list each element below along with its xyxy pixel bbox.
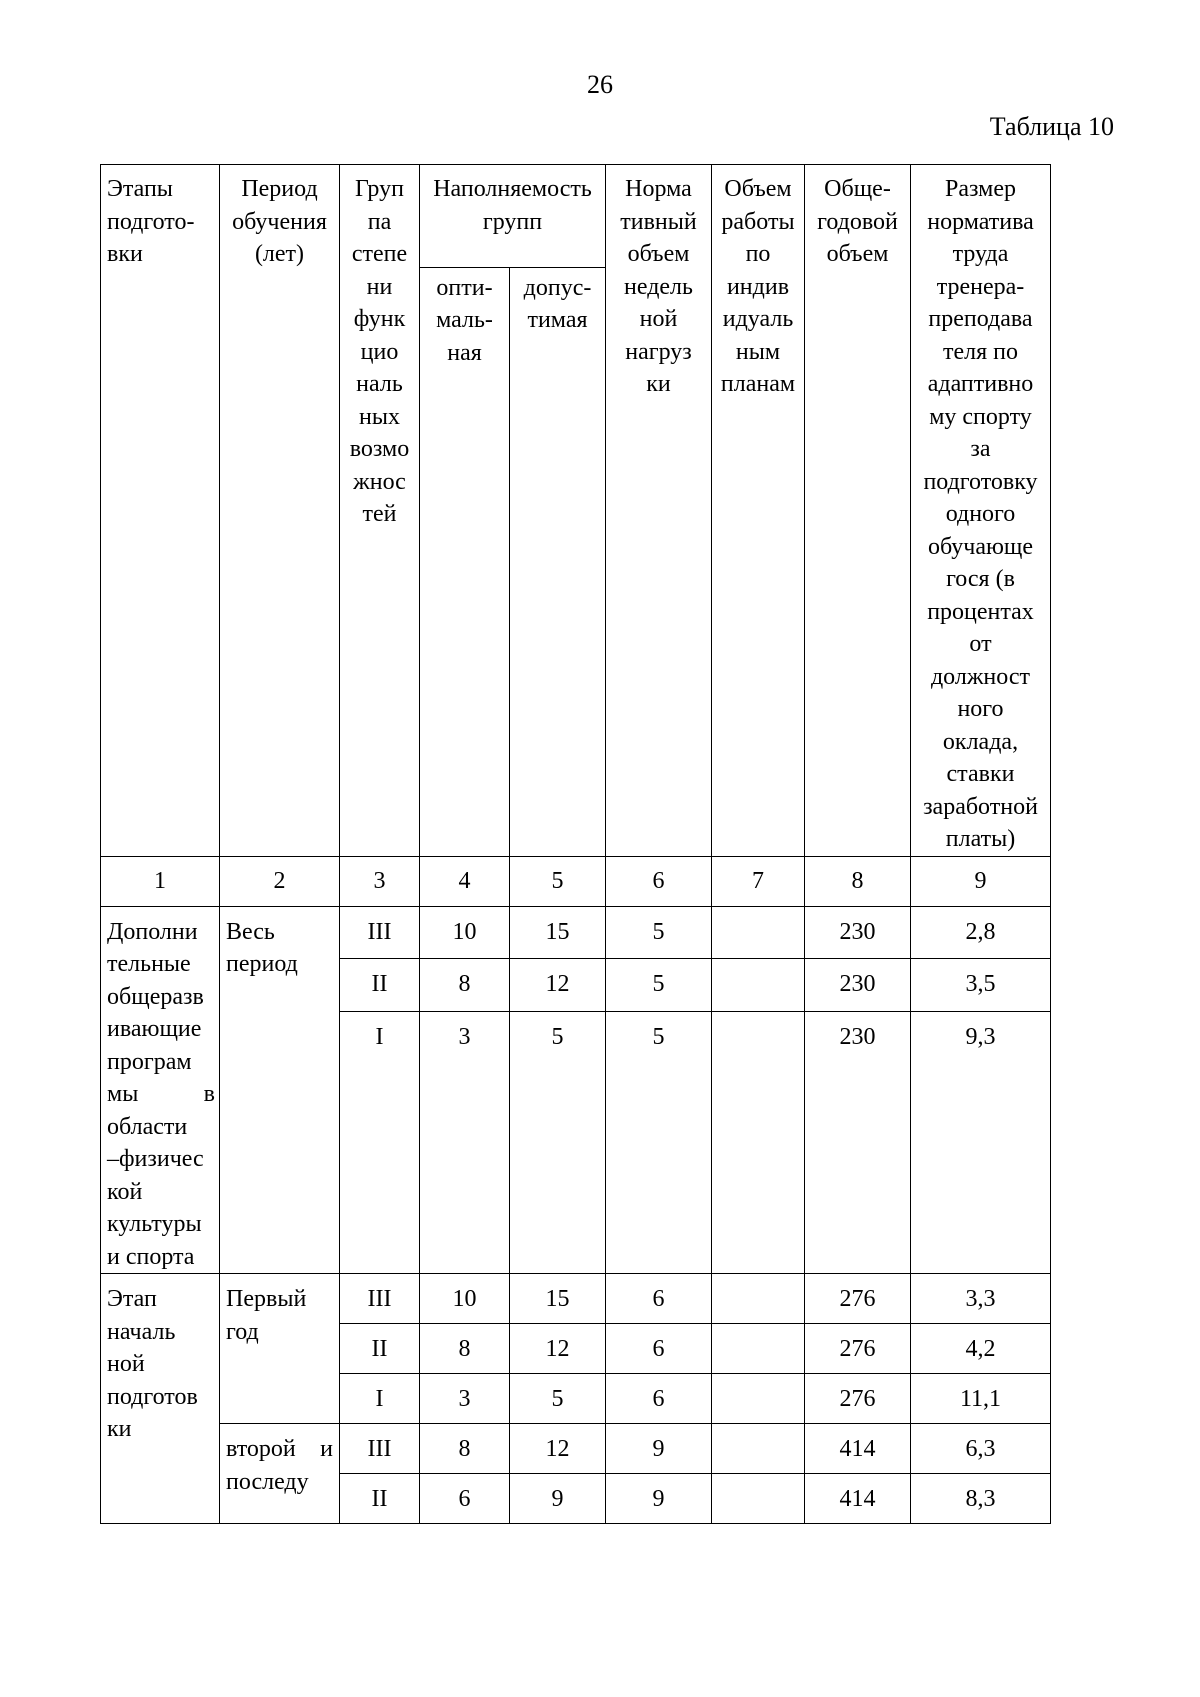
column-number: 1 bbox=[101, 856, 220, 906]
rate-cell: 8,3 bbox=[911, 1474, 1051, 1524]
period-justified-line: второй и bbox=[226, 1436, 333, 1462]
column-number: 9 bbox=[911, 856, 1051, 906]
weekly-load-cell: 9 bbox=[606, 1474, 712, 1524]
optimal-cell: 6 bbox=[420, 1474, 510, 1524]
rate-cell: 4,2 bbox=[911, 1324, 1051, 1374]
table-row bbox=[101, 1424, 1051, 1474]
allowed-cell: 15 bbox=[510, 906, 606, 959]
optimal-cell: 8 bbox=[420, 1324, 510, 1374]
column-number: 2 bbox=[220, 856, 340, 906]
rate-cell: 2,8 bbox=[911, 906, 1051, 959]
group-cell: II bbox=[340, 959, 420, 1012]
rate-cell: 9,3 bbox=[911, 1011, 1051, 1274]
stage-justified-line: мы в bbox=[107, 1081, 215, 1107]
individual-cell bbox=[712, 1424, 805, 1474]
rate-cell: 11,1 bbox=[911, 1374, 1051, 1424]
individual-cell bbox=[712, 906, 805, 959]
optimal-cell: 10 bbox=[420, 1274, 510, 1324]
period-cell: Весь период bbox=[220, 906, 340, 1274]
optimal-cell: 10 bbox=[420, 906, 510, 959]
column-numbers-row bbox=[101, 856, 1051, 906]
allowed-cell: 12 bbox=[510, 1324, 606, 1374]
header-individual-plans: Объем работы по индив идуаль ным планам bbox=[712, 165, 805, 857]
individual-cell bbox=[712, 1374, 805, 1424]
weekly-load-cell: 6 bbox=[606, 1324, 712, 1374]
allowed-cell: 9 bbox=[510, 1474, 606, 1524]
column-number: 3 bbox=[340, 856, 420, 906]
annual-cell: 276 bbox=[805, 1324, 911, 1374]
individual-cell bbox=[712, 959, 805, 1012]
stage-cell: Этап началь ной подготов ки bbox=[101, 1274, 220, 1524]
group-cell: III bbox=[340, 1424, 420, 1474]
table-row bbox=[101, 1274, 1051, 1324]
group-cell: III bbox=[340, 906, 420, 959]
weekly-load-cell: 6 bbox=[606, 1274, 712, 1324]
period-cell: второй и последу bbox=[220, 1424, 340, 1524]
header-rate: Размер норматива труда тренера- преподава теля по адаптивно му спорту за подготовку одного обучающе гося (в процентах от должност ного оклада, ставки заработной платы) bbox=[911, 165, 1051, 857]
annual-cell: 230 bbox=[805, 1011, 911, 1274]
header-occupancy: Наполняемость групп bbox=[420, 165, 606, 268]
individual-cell bbox=[712, 1011, 805, 1274]
period-cell: Первый год bbox=[220, 1274, 340, 1424]
individual-cell bbox=[712, 1274, 805, 1324]
header-stage: Этапы подгото- вки bbox=[101, 165, 220, 857]
header-annual-volume: Обще- годовой объем bbox=[805, 165, 911, 857]
group-cell: I bbox=[340, 1011, 420, 1274]
group-cell: I bbox=[340, 1374, 420, 1424]
column-number: 6 bbox=[606, 856, 712, 906]
page-number: 26 bbox=[587, 70, 613, 99]
weekly-load-cell: 6 bbox=[606, 1374, 712, 1424]
annual-cell: 230 bbox=[805, 906, 911, 959]
header-weekly-load: Норма тивный объем недель ной нагруз ки bbox=[606, 165, 712, 857]
individual-cell bbox=[712, 1474, 805, 1524]
allowed-cell: 5 bbox=[510, 1374, 606, 1424]
weekly-load-cell: 9 bbox=[606, 1424, 712, 1474]
allowed-cell: 15 bbox=[510, 1274, 606, 1324]
annual-cell: 276 bbox=[805, 1274, 911, 1324]
weekly-load-cell: 5 bbox=[606, 1011, 712, 1274]
rate-cell: 3,3 bbox=[911, 1274, 1051, 1324]
optimal-cell: 3 bbox=[420, 1374, 510, 1424]
allowed-cell: 12 bbox=[510, 1424, 606, 1474]
column-number: 7 bbox=[712, 856, 805, 906]
column-number: 8 bbox=[805, 856, 911, 906]
allowed-cell: 12 bbox=[510, 959, 606, 1012]
rate-cell: 3,5 bbox=[911, 959, 1051, 1012]
group-cell: II bbox=[340, 1474, 420, 1524]
column-number: 5 bbox=[510, 856, 606, 906]
header-optimal: опти- маль- ная bbox=[420, 267, 510, 856]
header-group: Груп па степе ни функ цио наль ных возмо жнос тей bbox=[340, 165, 420, 857]
allowed-cell: 5 bbox=[510, 1011, 606, 1274]
optimal-cell: 8 bbox=[420, 959, 510, 1012]
group-cell: II bbox=[340, 1324, 420, 1374]
weekly-load-cell: 5 bbox=[606, 906, 712, 959]
header-allowed: допус- тимая bbox=[510, 267, 606, 856]
optimal-cell: 3 bbox=[420, 1011, 510, 1274]
annual-cell: 414 bbox=[805, 1424, 911, 1474]
individual-cell bbox=[712, 1324, 805, 1374]
optimal-cell: 8 bbox=[420, 1424, 510, 1474]
rate-cell: 6,3 bbox=[911, 1424, 1051, 1474]
stage-cell: Дополни тельные общеразв ивающие програм мы в области –физичес кой культуры и спорта bbox=[101, 906, 220, 1274]
header-period: Период обучения (лет) bbox=[220, 165, 340, 857]
annual-cell: 276 bbox=[805, 1374, 911, 1424]
table-caption: Таблица 10 bbox=[989, 112, 1114, 141]
table-row bbox=[101, 906, 1051, 959]
annual-cell: 414 bbox=[805, 1474, 911, 1524]
data-table bbox=[100, 164, 1051, 1524]
weekly-load-cell: 5 bbox=[606, 959, 712, 1012]
header-row-top bbox=[101, 165, 1051, 268]
annual-cell: 230 bbox=[805, 959, 911, 1012]
column-number: 4 bbox=[420, 856, 510, 906]
group-cell: III bbox=[340, 1274, 420, 1324]
